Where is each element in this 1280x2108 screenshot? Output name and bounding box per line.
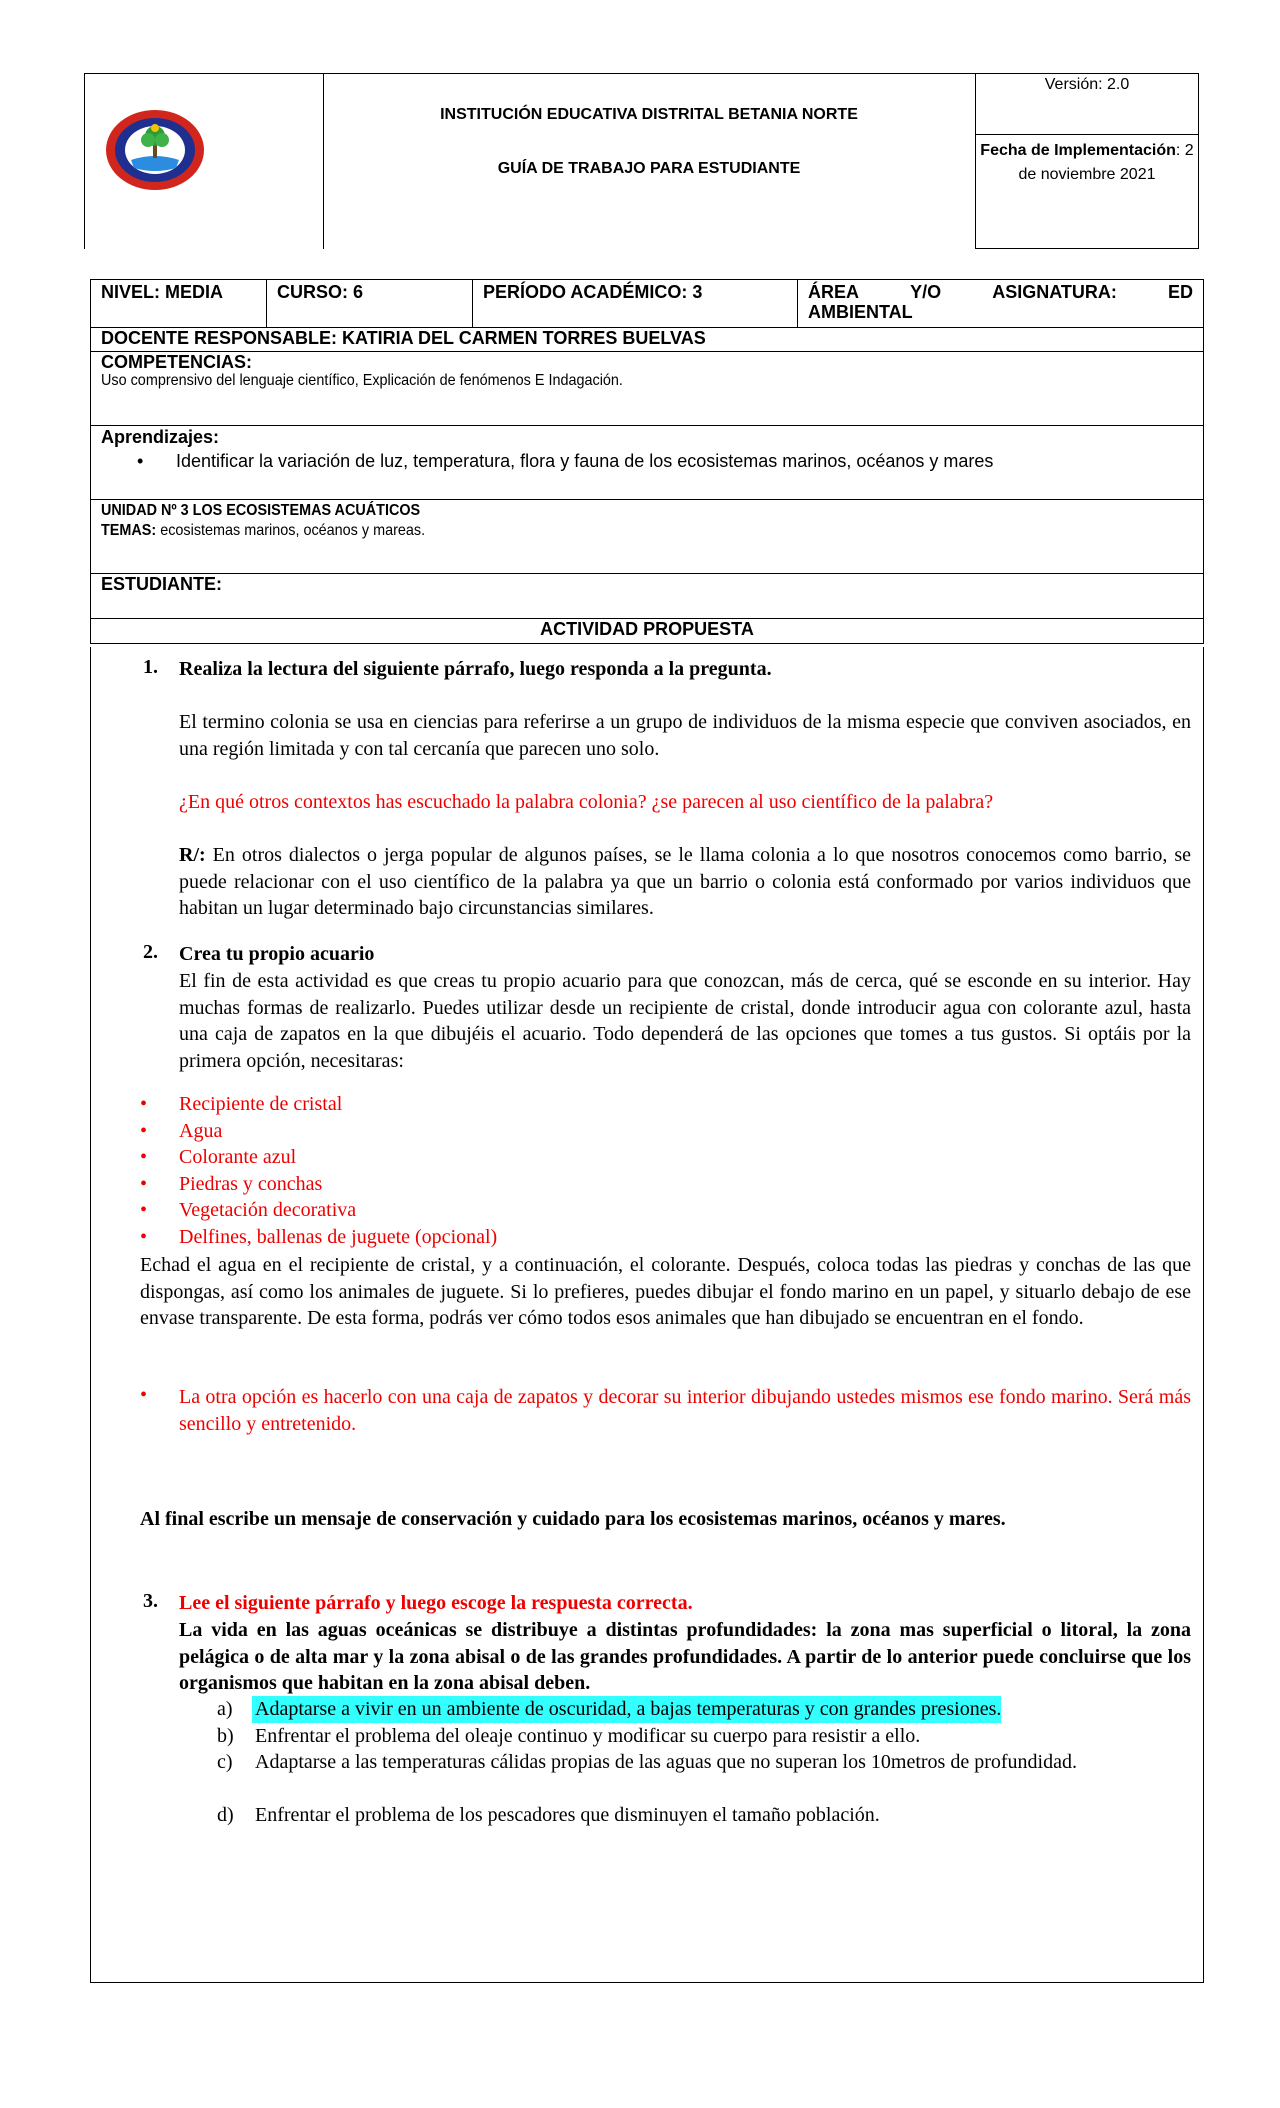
q1-title: Realiza la lectura del siguiente párrafo, luego responda a la pregunta. (179, 658, 772, 680)
q1-question: ¿En qué otros contextos has escuchado la palabra colonia? ¿se parecen al uso científico de la palabra? (179, 791, 994, 813)
q3-number: 3. (143, 1590, 158, 1612)
row-actividad-header (90, 619, 1204, 644)
curso-cell: CURSO: 6 (267, 280, 473, 327)
option-letter: c) (217, 1751, 233, 1773)
estudiante-label: ESTUDIANTE: (101, 574, 222, 594)
actividad-title: ACTIVIDAD PROPUESTA (540, 619, 754, 639)
activity-section (90, 647, 1204, 1983)
header-left-border (84, 73, 85, 249)
option-c[interactable] (217, 1749, 1191, 1802)
area-word: ASIGNATURA: (992, 282, 1117, 302)
aprendizajes-label: Aprendizajes: (101, 427, 220, 447)
row-aprendizajes (90, 426, 1204, 500)
bullet-icon: • (140, 1093, 148, 1115)
area-word: ED (1167, 282, 1193, 302)
option-letter: d) (217, 1804, 234, 1826)
temas-label: TEMAS: (101, 522, 157, 539)
competencias-text: Uso comprensivo del lenguaje científico, Explicación de fenómenos E Indagación. (101, 372, 623, 389)
material-label: Colorante azul (179, 1146, 297, 1168)
q2-alternative: La otra opción es hacerlo con una caja de zapatos y decorar su interior dibujando ustedes mismos ese fondo marino. Será más sencillo y entretenido. (179, 1386, 1191, 1435)
row-course-info (90, 279, 1204, 328)
material-label: Recipiente de cristal (179, 1093, 343, 1115)
version-separator (975, 134, 1199, 135)
school-logo (104, 108, 206, 192)
option-text: Adaptarse a las temperaturas cálidas propias de las aguas que no superan los 10metros de profundidad. (255, 1751, 1077, 1773)
q1-paragraph: El termino colonia se usa en ciencias para referirse a un grupo de individuos de la misma especie que conviven asociados, en una región limitada y con tal cercanía que parecen uno solo. (179, 711, 1191, 760)
material-label: Piedras y conchas (179, 1172, 323, 1195)
final-message: Al final escribe un mensaje de conservación y cuidado para los ecosistemas marinos, océanos y mares. (140, 1508, 1006, 1530)
docente: DOCENTE RESPONSABLE: KATIRIA DEL CARMEN TORRES BUELVAS (101, 328, 706, 348)
answer-label: R/: (179, 844, 206, 866)
option-text: Enfrentar el problema de los pescadores que disminuyen el tamaño población. (255, 1804, 880, 1826)
row-competencias (90, 352, 1204, 426)
info-table (90, 279, 1204, 644)
area-cell (798, 280, 1203, 327)
material-label: Vegetación decorativa (179, 1199, 357, 1221)
bullet-icon: • (140, 1225, 148, 1248)
q3-paragraph: La vida en las aguas oceánicas se distribuye a distintas profundidades: la zona mas superficial o litoral, la zona pelágica o de alta mar y la zona abisal o de las grandes profundidades. A partir de lo anterior puede concluirse que los organismos que habitan en la zona abisal deben. (179, 1619, 1191, 1694)
area-word: ÁREA (808, 282, 860, 302)
temas-text: ecosistemas marinos, océanos y mareas. (156, 522, 426, 539)
material-label: Delfines, ballenas de juguete (opcional) (179, 1225, 498, 1248)
bullet-icon: • (140, 1172, 148, 1195)
row-estudiante (90, 574, 1204, 619)
nivel-cell: NIVEL: MEDIA (91, 280, 267, 327)
guide-title: GUÍA DE TRABAJO PARA ESTUDIANTE (497, 160, 801, 177)
material-label: Agua (179, 1119, 223, 1142)
q1-answer (179, 842, 1191, 922)
q1-number: 1. (143, 656, 158, 678)
impl-label: Fecha de Implementación (980, 142, 1176, 159)
bullet-icon: • (137, 451, 144, 471)
institution-name: INSTITUCIÓN EDUCATIVA DISTRITAL BETANIA NORTE (440, 106, 858, 123)
impl-date: : 2 de noviembre 2021 (1018, 142, 1194, 183)
q2-number: 2. (143, 941, 158, 963)
bullet-icon: • (140, 1146, 148, 1168)
row-unidad (90, 500, 1204, 574)
option-text: Enfrentar el problema del oleaje continuo y modificar su cuerpo para resistir a ello. (255, 1725, 921, 1747)
bullet-icon: • (140, 1119, 148, 1142)
version-label: Versión: 2.0 (1044, 76, 1130, 93)
implementation-date (980, 139, 1194, 187)
bullet-icon: • (140, 1384, 148, 1406)
periodo-cell: PERÍODO ACADÉMICO: 3 (473, 280, 798, 327)
q3-title: Lee el siguiente párrafo y luego escoge la respuesta correcta. (179, 1592, 693, 1614)
answer-text: En otros dialectos o jerga popular de algunos países, se le llama colonia a lo que nosotros conocemos como barrio, se puede relacionar con el uso científico de la palabra ya que un barrio o colonia está conformado por varios individuos que habitan un lugar determinado bajo circunstancias similares. (179, 844, 1191, 919)
area-word: Y/O (910, 282, 942, 302)
bullet-icon: • (140, 1199, 148, 1221)
unidad-title: UNIDAD Nº 3 LOS ECOSISTEMAS ACUÁTICOS (101, 502, 421, 519)
area-line2: AMBIENTAL (808, 302, 913, 322)
q2-paragraph: El fin de esta actividad es que creas tu propio acuario para que conozcan, más de cerca, qué se esconde en su interior. Hay muchas formas de realizarlo. Puedes utilizar desde un recipiente de cristal, donde introducir agua con colorante azul, hasta una caja de zapatos en la que dibujéis el acuario. Todo dependerá de las opciones que tomes a tus gustos. Si optáis por la primera opción, necesitaras: (179, 970, 1191, 1072)
option-letter: b) (217, 1725, 234, 1747)
row-docente (90, 328, 1204, 352)
competencias-label: COMPETENCIAS: (101, 352, 253, 372)
option-letter: a) (217, 1698, 233, 1720)
option-text-highlighted: Adaptarse a vivir en un ambiente de oscuridad, a bajas temperaturas y con grandes presiones. (252, 1696, 1001, 1723)
aprendizajes-item: Identificar la variación de luz, temperatura, flora y fauna de los ecosistemas marinos, océanos y mares (176, 451, 994, 471)
temas-line (101, 522, 1084, 540)
q2-title: Crea tu propio acuario (179, 943, 375, 965)
q2-steps: Echad el agua en el recipiente de cristal, y a continuación, el colorante. Después, coloca todas las piedras y conchas de las que dispongas, así como los animales de juguete. Si lo prefieres, puedes dibujar el fondo marino en un papel, y situarlo debajo de ese envase transparente. De esta forma, podrás ver cómo todos esos animales que han dibujado se encuentran en el fondo. (140, 1254, 1191, 1329)
